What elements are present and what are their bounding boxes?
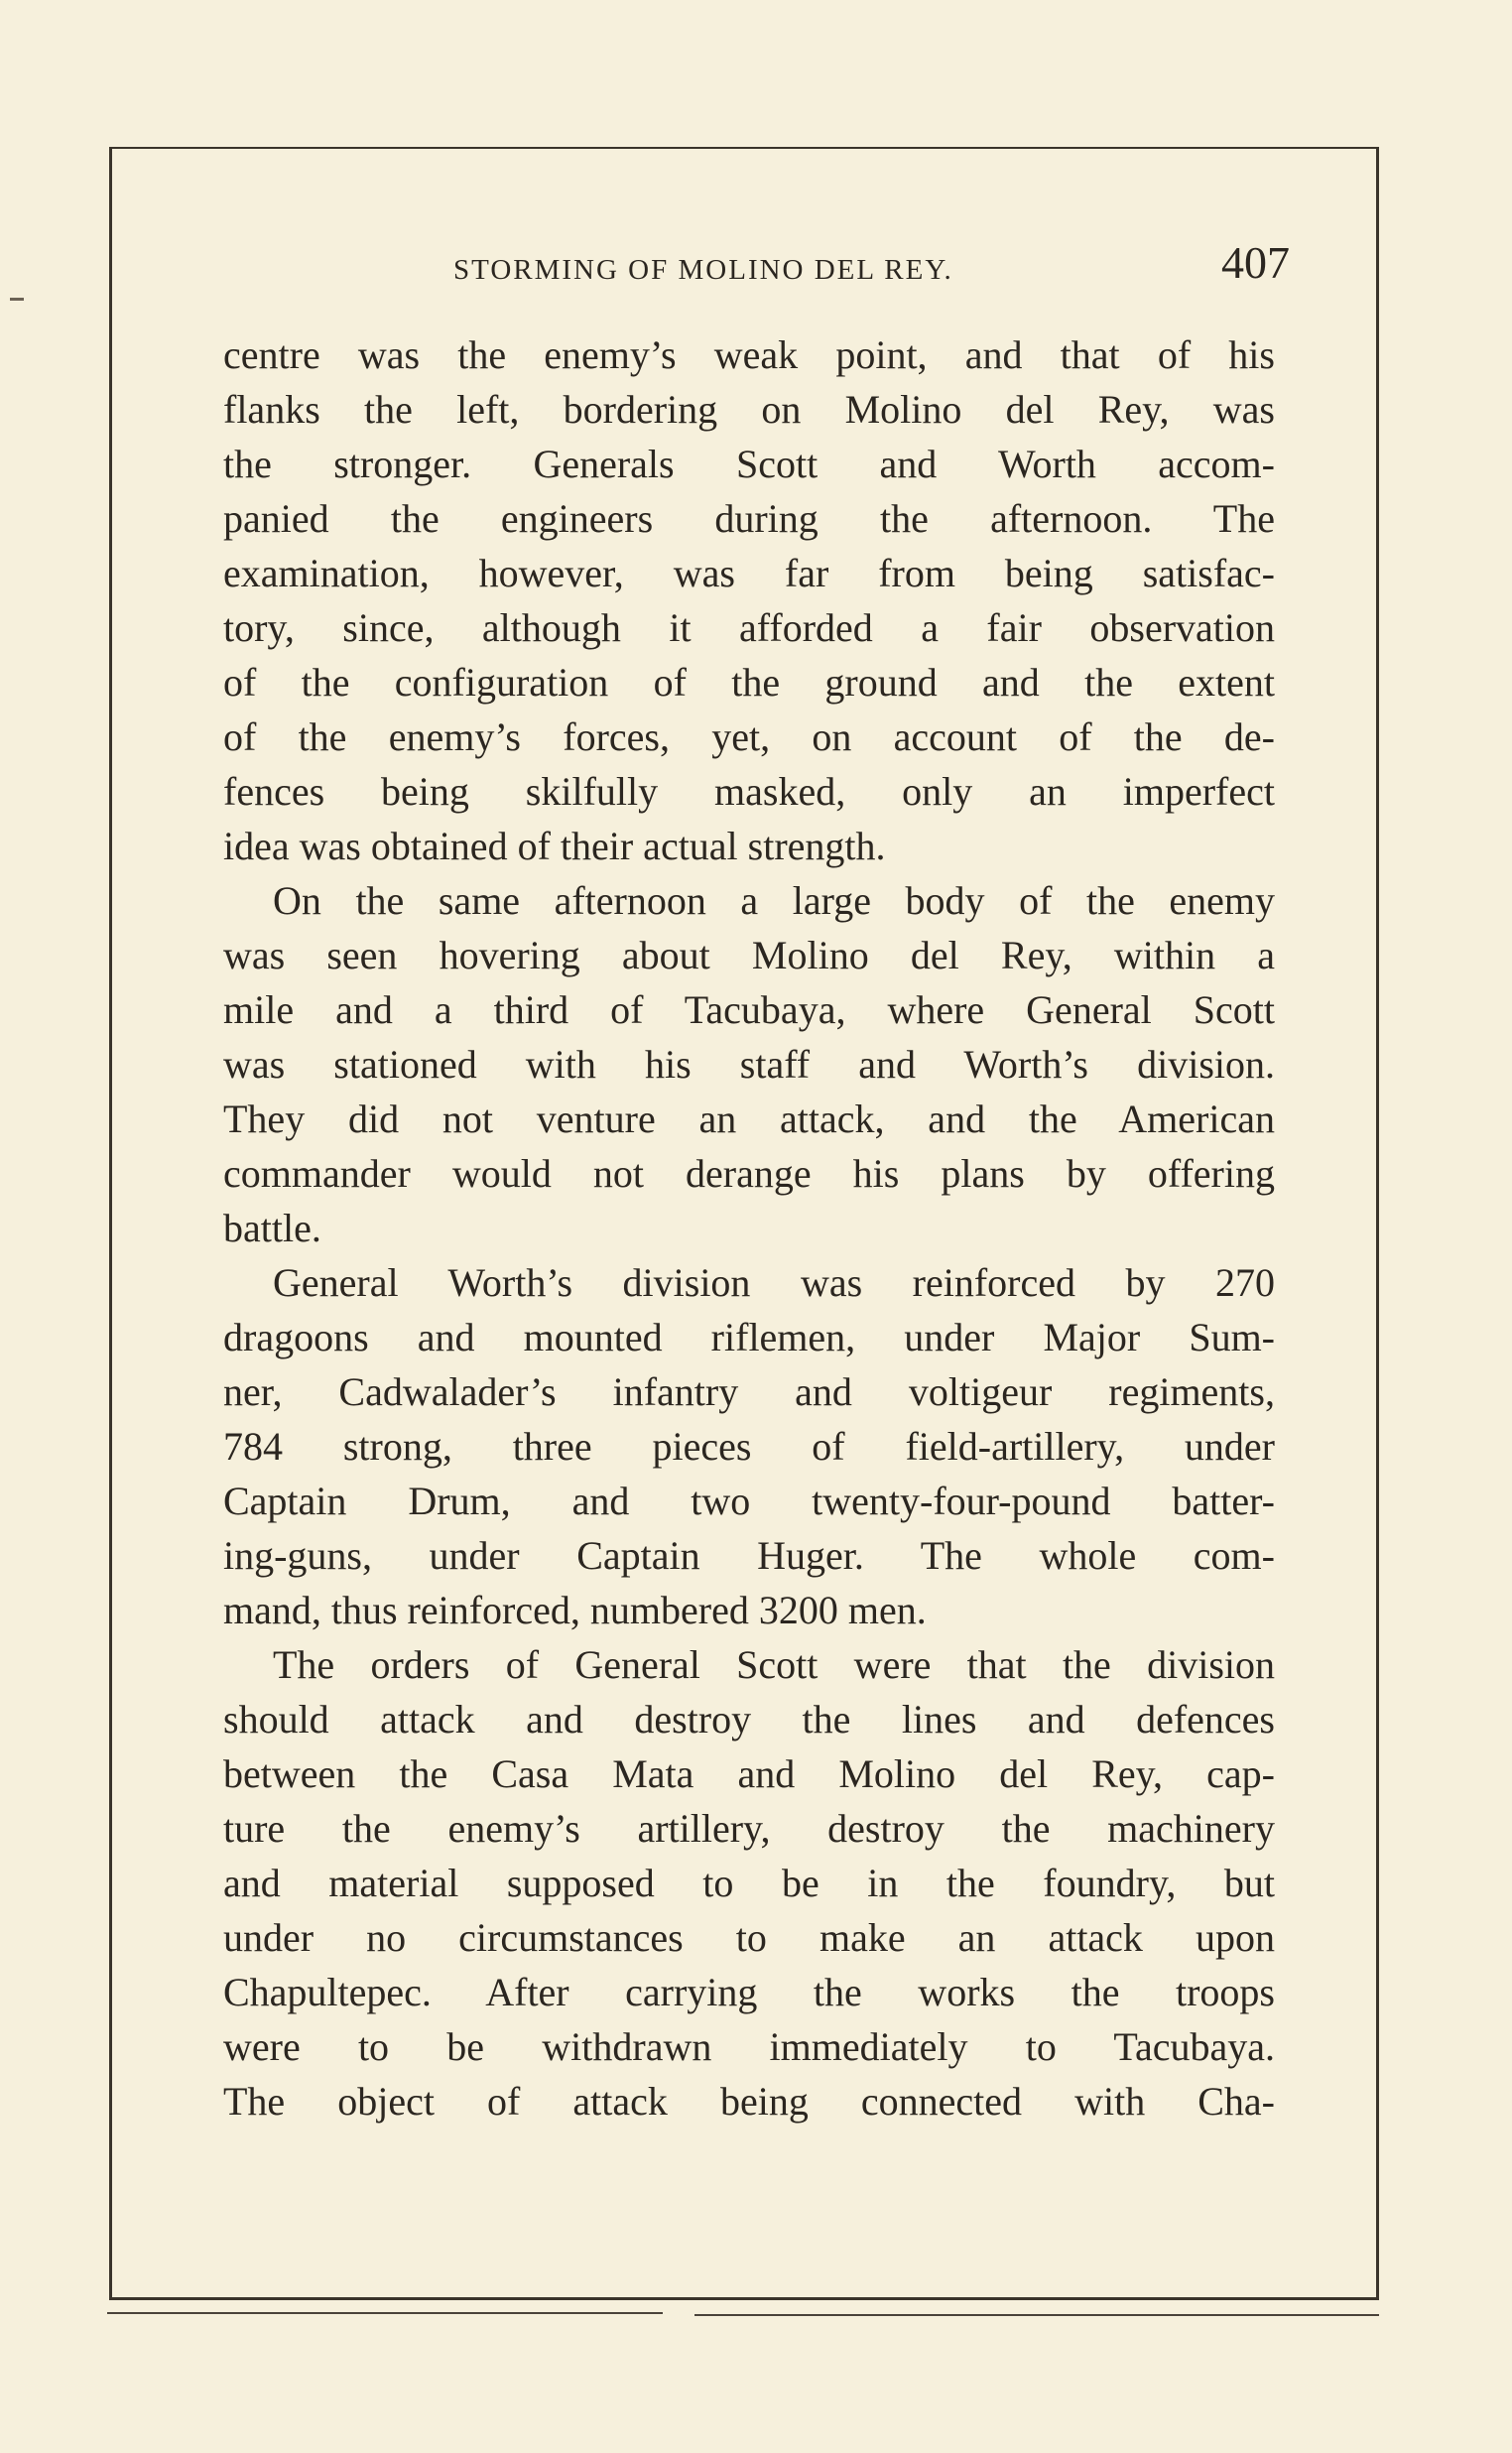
text-line: mile and a third of Tacubaya, where General Scott (223, 987, 1275, 1032)
text-line: was stationed with his staff and Worth’s division. (223, 1042, 1275, 1087)
margin-mark (10, 298, 24, 301)
text-line: were to be withdrawn immediately to Tacubaya. (223, 2024, 1275, 2069)
text-line: Captain Drum, and two twenty-four-pound batter- (223, 1479, 1275, 1523)
text-line: under no circumstances to make an attack upon (223, 1915, 1275, 1960)
text-line: ing-guns, under Captain Huger. The whole com- (223, 1533, 1275, 1578)
text-line: and material supposed to be in the foundry, but (223, 1861, 1275, 1905)
bottom-rule-right (694, 2314, 1379, 2316)
bottom-rule-left (107, 2312, 663, 2314)
text-line: Chapultepec. After carrying the works the troops (223, 1970, 1275, 2014)
text-line: tory, since, although it afforded a fair observation (223, 605, 1275, 650)
text-line: idea was obtained of their actual strength. (223, 824, 886, 868)
text-line: was seen hovering about Molino del Rey, within a (223, 933, 1275, 977)
text-line: of the enemy’s forces, yet, on account of the de- (223, 714, 1275, 759)
text-line: mand, thus reinforced, numbered 3200 men. (223, 1588, 927, 1632)
text-line: of the configuration of the ground and the extent (223, 660, 1275, 705)
text-line: centre was the enemy’s weak point, and that of his (223, 332, 1275, 377)
page-number: 407 (1221, 237, 1290, 288)
page-header (223, 236, 1290, 296)
text-line: between the Casa Mata and Molino del Rey, cap- (223, 1751, 1275, 1796)
body-text (223, 327, 1275, 2129)
text-line: 784 strong, three pieces of field-artillery, under (223, 1424, 1275, 1469)
text-line: flanks the left, bordering on Molino del Rey, was (223, 387, 1275, 432)
text-line: dragoons and mounted riflemen, under Major Sum- (223, 1315, 1275, 1359)
text-line: The object of attack being connected with Cha- (223, 2079, 1275, 2124)
text-line: the stronger. Generals Scott and Worth accom- (223, 442, 1275, 486)
text-line: should attack and destroy the lines and defences (223, 1697, 1275, 1742)
text-line: battle. (223, 1206, 321, 1250)
text-line: The orders of General Scott were that the division (273, 1642, 1275, 1687)
text-line: ture the enemy’s artillery, destroy the machinery (223, 1806, 1275, 1851)
text-line: panied the engineers during the afternoon. The (223, 496, 1275, 541)
text-line: They did not venture an attack, and the American (223, 1097, 1275, 1141)
text-line: commander would not derange his plans by offering (223, 1151, 1275, 1196)
text-line: On the same afternoon a large body of the enemy (273, 878, 1275, 923)
text-line: ner, Cadwalader’s infantry and voltigeur regiments, (223, 1369, 1275, 1414)
text-line: General Worth’s division was reinforced by 270 (273, 1260, 1275, 1305)
text-line: examination, however, was far from being satisfac- (223, 551, 1275, 595)
text-line: fences being skilfully masked, only an imperfect (223, 769, 1275, 814)
running-head: STORMING OF MOLINO DEL REY. (453, 254, 953, 286)
